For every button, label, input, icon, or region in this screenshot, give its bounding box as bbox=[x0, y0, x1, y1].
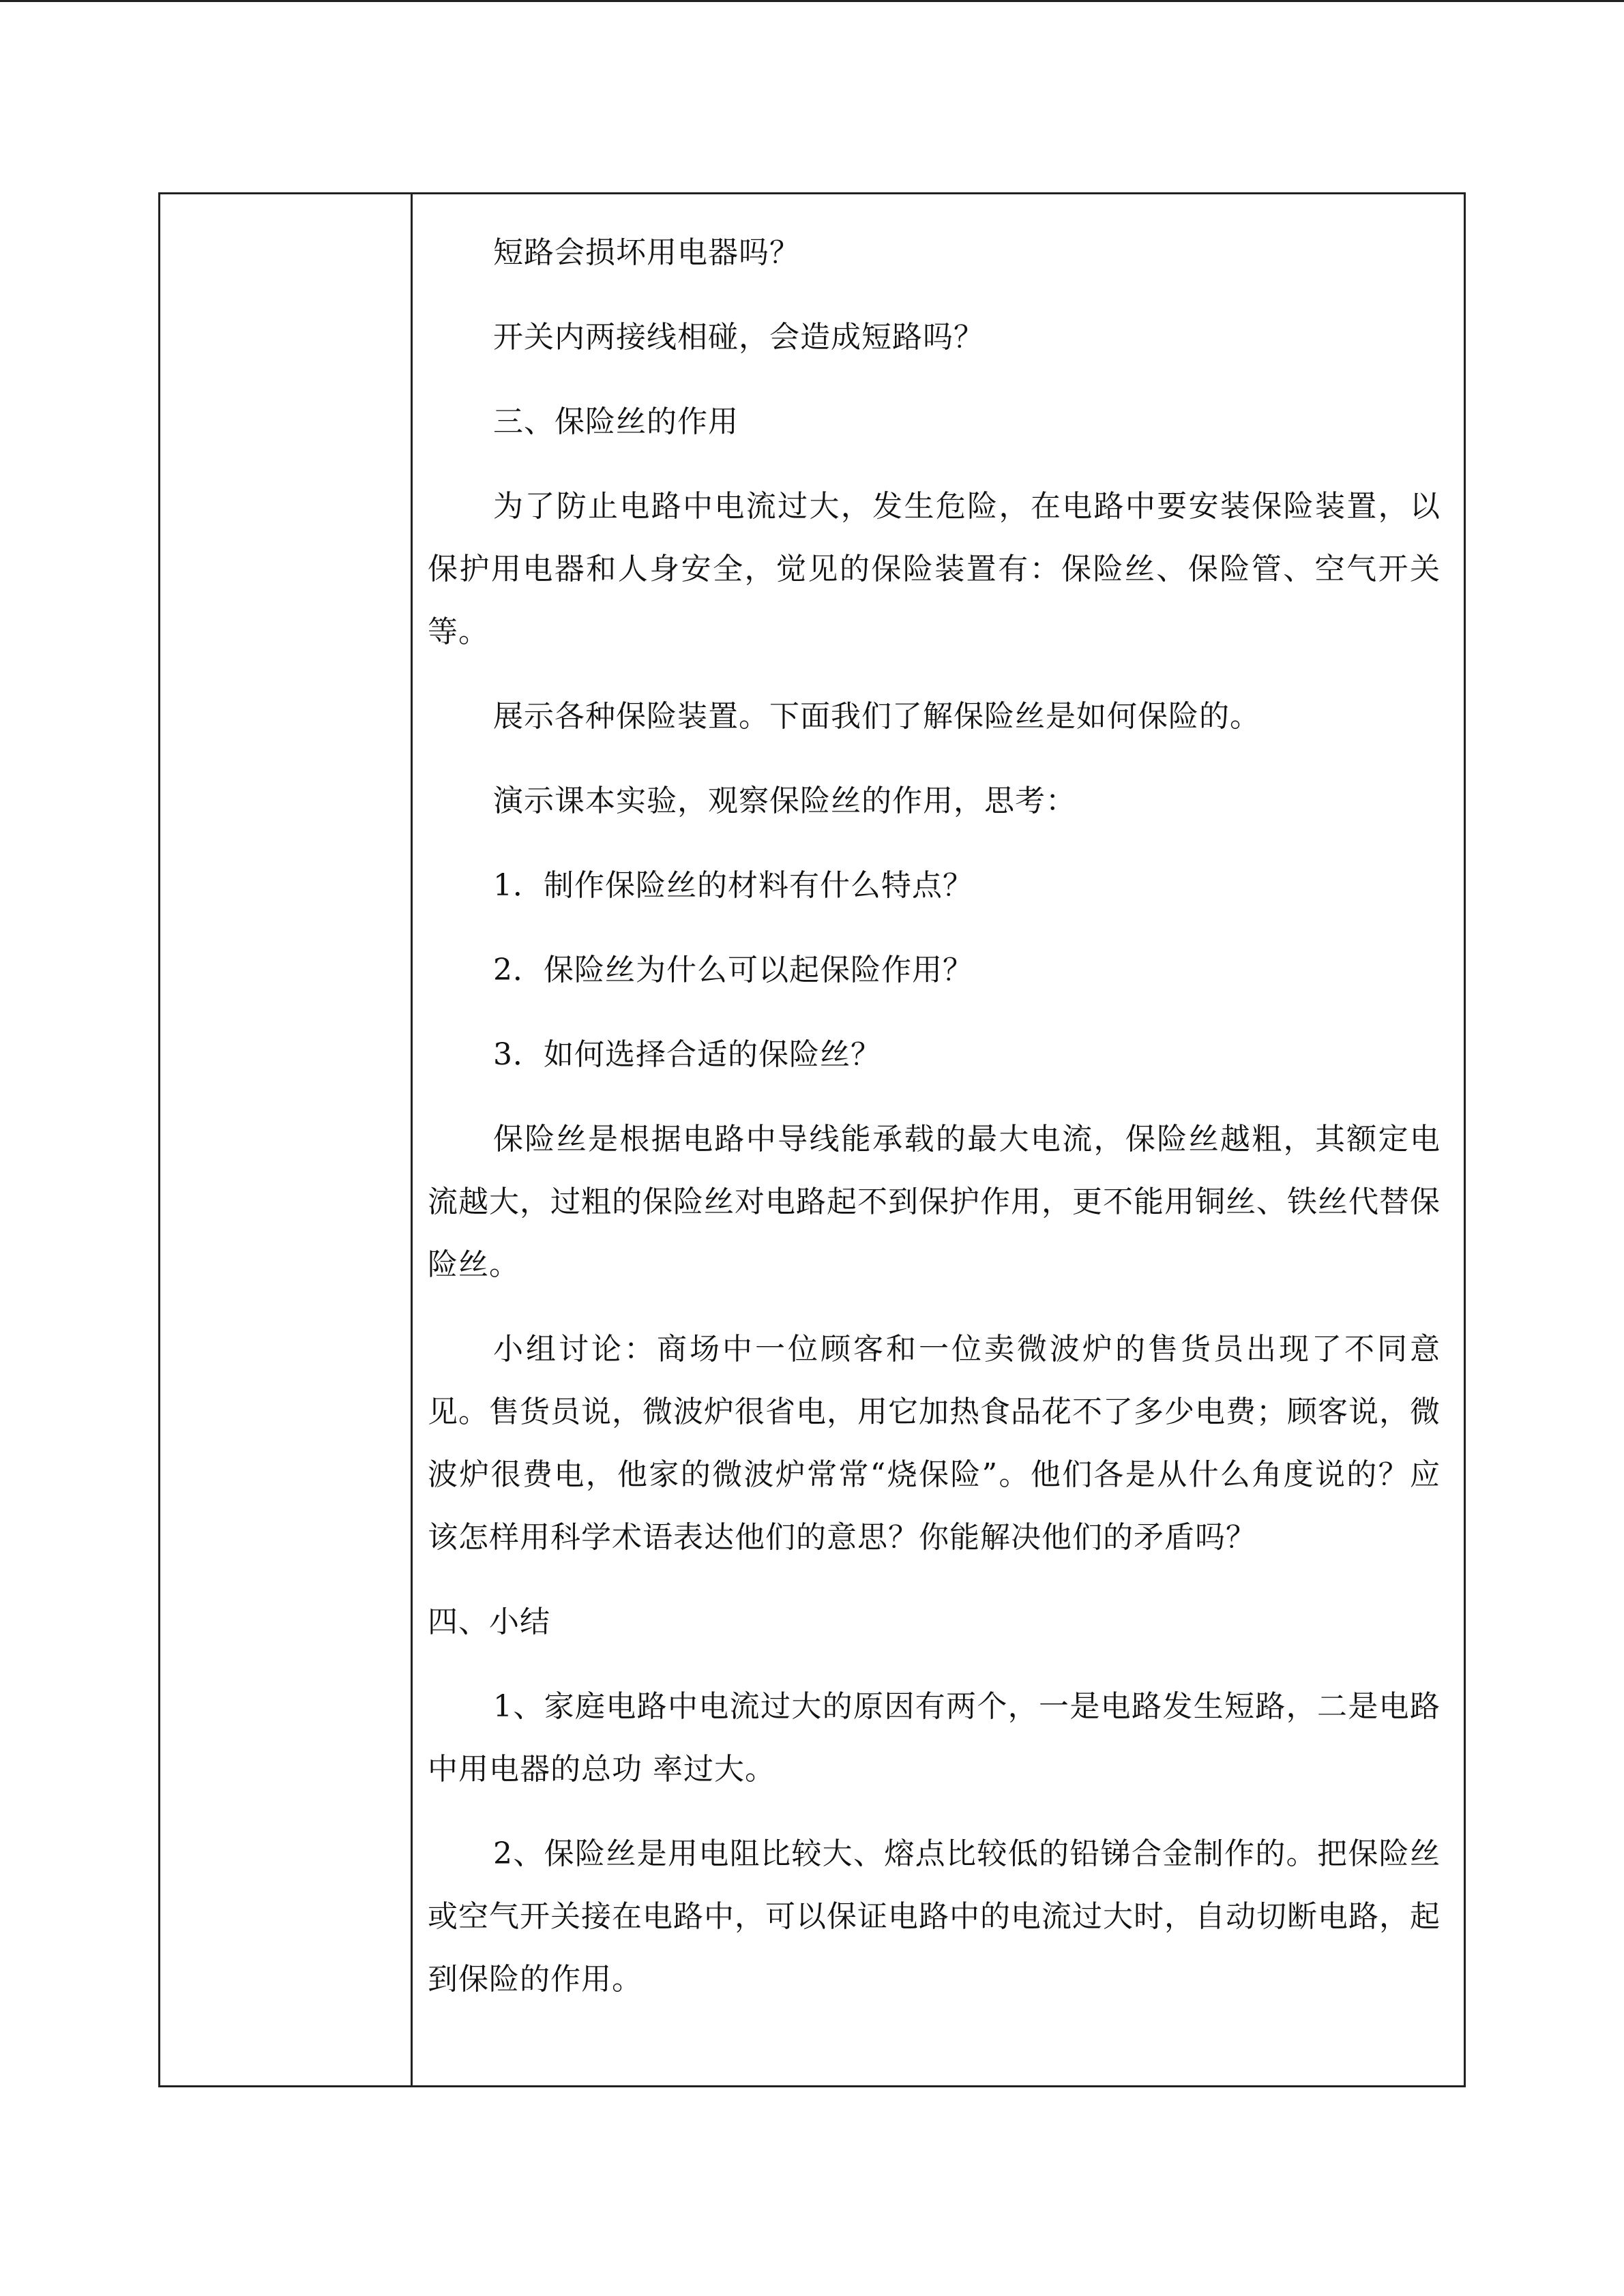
paragraph-show-devices: 展示各种保险装置。下面我们了解保险丝是如何保险的。 bbox=[493, 699, 1260, 734]
question-item-2: 2．保险丝为什么可以起保险作用？ bbox=[493, 953, 973, 987]
summary-item-1: 1、家庭电路中电流过大的原因有两个，一是电路发生短路，二是电路中用电器的总功 率过大。 bbox=[428, 1689, 1441, 1787]
table-left-column bbox=[160, 194, 413, 2085]
paragraph-switch-question: 开关内两接线相碰，会造成短路吗？ bbox=[493, 320, 984, 355]
paragraph-group-discussion: 小组讨论：商场中一位顾客和一位卖微波炉的售货员出现了不同意见。售货员说，微波炉很省电，用它加热食品花不了多少电费；顾客说，微波炉很费电，他家的微波炉常常“烧保险”。他们各是从什么角度说的？应该怎样用科学术语表达他们的意思？你能解决他们的矛盾吗？ bbox=[428, 1332, 1441, 1555]
section-heading-summary: 四、小结 bbox=[428, 1605, 550, 1639]
table-content-column bbox=[413, 194, 1464, 2085]
page-top-border bbox=[0, 0, 1624, 2]
summary-item-2: 2、保险丝是用电阻比较大、熔点比较低的铅锑合金制作的。把保险丝或空气开关接在电路中，可以保证电路中的电流过大时，自动切断电路，起到保险的作用。 bbox=[428, 1836, 1441, 1997]
question-item-1: 1．制作保险丝的材料有什么特点？ bbox=[493, 868, 973, 903]
paragraph-short-circuit-question: 短路会损坏用电器吗？ bbox=[493, 235, 800, 270]
question-item-3: 3．如何选择合适的保险丝？ bbox=[493, 1037, 881, 1072]
paragraph-protection-devices: 为了防止电路中电流过大，发生危险，在电路中要安装保险装置，以保护用电器和人身安全，觉见的保险装置有：保险丝、保险管、空气开关等。 bbox=[428, 489, 1441, 649]
paragraph-fuse-selection: 保险丝是根据电路中导线能承载的最大电流，保险丝越粗，其额定电流越大，过粗的保险丝对电路起不到保护作用，更不能用铜丝、铁丝代替保险丝。 bbox=[428, 1122, 1441, 1282]
paragraph-demo-experiment: 演示课本实验，观察保险丝的作用，思考： bbox=[493, 784, 1076, 818]
section-heading-fuse-function: 三、保险丝的作用 bbox=[493, 404, 739, 439]
lesson-plan-table bbox=[158, 192, 1466, 2087]
